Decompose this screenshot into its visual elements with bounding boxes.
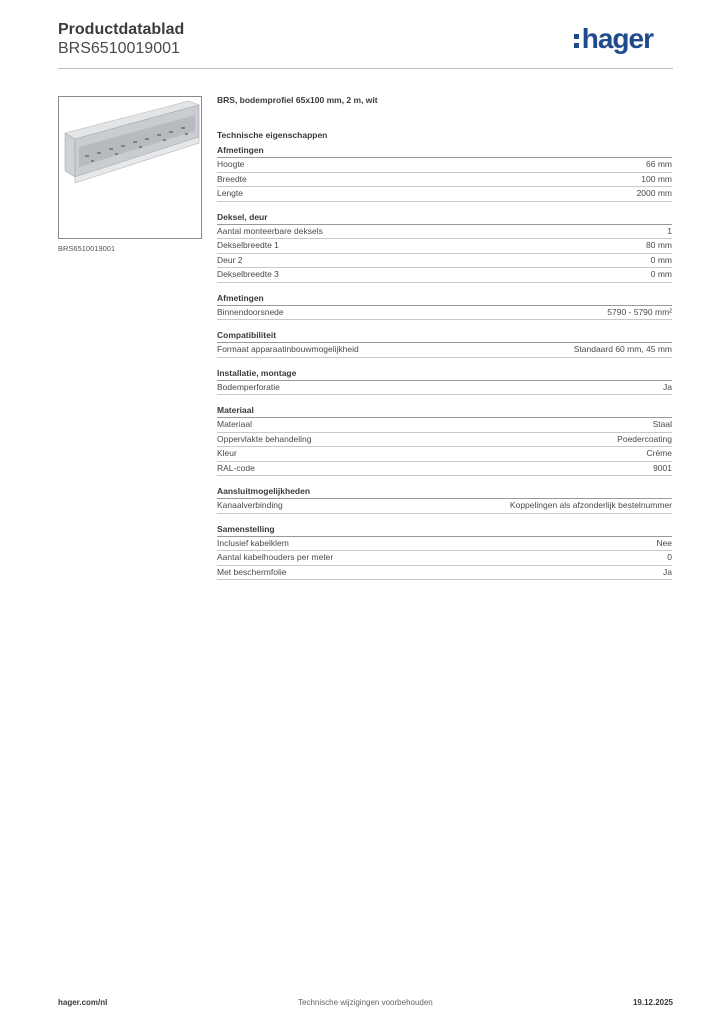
product-code: BRS6510019001 (58, 40, 180, 57)
spec-value: 66 mm (646, 159, 672, 169)
spec-label: Materiaal (217, 419, 252, 429)
spec-row (217, 306, 672, 321)
spec-label: Kanaalverbinding (217, 500, 283, 510)
section-title: Compatibiliteit (217, 329, 672, 343)
spec-label: Kleur (217, 448, 237, 458)
spec-section (217, 329, 672, 358)
spec-label: Oppervlakte behandeling (217, 433, 312, 444)
spec-label: Hoogte (217, 159, 245, 169)
spec-sections (217, 144, 672, 580)
hager-logo (574, 25, 653, 53)
spec-value: Crème (646, 448, 672, 458)
section-title: Afmetingen (217, 144, 672, 158)
page-header (58, 20, 673, 69)
spec-row (217, 566, 672, 581)
spec-row (217, 499, 672, 514)
spec-row (217, 537, 672, 552)
spec-value: 0 mm (650, 254, 672, 265)
spec-label: Lengte (217, 188, 243, 198)
spec-row (217, 158, 672, 173)
footer-website: hager.com/nl (58, 998, 108, 1007)
spec-row (217, 551, 672, 566)
footer-date: 19.12.2025 (632, 998, 673, 1007)
section-title: Deksel, deur (217, 211, 672, 225)
spec-label: Met beschermfolie (217, 566, 287, 577)
spec-section (217, 367, 672, 396)
spec-label: Aantal monteerbare deksels (217, 225, 323, 236)
section-title: Materiaal (217, 404, 672, 418)
cable-trunking-icon (59, 97, 201, 238)
spec-label: Deur 2 (217, 254, 243, 265)
spec-row (217, 254, 672, 269)
spec-value: Ja (663, 381, 672, 392)
footer-notice: Technische wijzigingen voorbehouden (298, 998, 433, 1007)
spec-label: Dekselbreedte 1 (217, 240, 279, 250)
spec-value: Poedercoating (617, 433, 672, 444)
spec-section (217, 485, 672, 514)
spec-label: Dekselbreedte 3 (217, 269, 279, 279)
spec-row (217, 343, 672, 358)
image-caption: BRS6510019001 (58, 244, 116, 253)
page-title: Productdatablad (58, 21, 185, 38)
spec-value: 100 mm (641, 173, 672, 184)
spec-row (217, 418, 672, 433)
spec-value: 2000 mm (636, 188, 672, 198)
spec-label: RAL-code (217, 462, 255, 473)
spec-value: Nee (656, 537, 672, 548)
spec-row (217, 268, 672, 283)
spec-label: Aantal kabelhouders per meter (217, 552, 334, 562)
spec-row (217, 239, 672, 254)
spec-label: Breedte (217, 173, 247, 184)
spec-section (217, 144, 672, 202)
spec-value: 0 (667, 552, 672, 562)
spec-section (217, 404, 672, 476)
spec-row (217, 433, 672, 448)
logo-text: hager (581, 23, 653, 54)
spec-value: 80 mm (646, 240, 672, 250)
spec-heading: Technische eigenschappen (217, 130, 328, 140)
spec-section (217, 523, 672, 581)
spec-label: Formaat apparaatinbouwmogelijkheid (217, 344, 359, 354)
spec-value: 1 (667, 225, 672, 236)
spec-value: Standaard 60 mm, 45 mm (573, 344, 672, 354)
spec-row (217, 462, 672, 477)
section-title: Installatie, montage (217, 367, 672, 381)
logo-dots-icon (574, 34, 579, 48)
spec-value: 9001 (653, 462, 672, 473)
spec-row (217, 225, 672, 240)
product-image (58, 96, 202, 239)
spec-content (217, 95, 672, 580)
spec-row (217, 381, 672, 396)
spec-value: 5790 - 5790 mm² (607, 306, 672, 317)
spec-label: Binnendoorsnede (217, 306, 284, 317)
product-description: BRS, bodemprofiel 65x100 mm, 2 m, wit (217, 95, 378, 105)
section-title: Samenstelling (217, 523, 672, 537)
spec-row (217, 187, 672, 202)
spec-row (217, 173, 672, 188)
section-title: Afmetingen (217, 292, 672, 306)
spec-value: Staal (652, 419, 672, 429)
spec-row (217, 447, 672, 462)
spec-value: 0 mm (650, 269, 672, 279)
spec-value: Ja (663, 566, 672, 577)
section-title: Aansluitmogelijkheden (217, 485, 672, 499)
spec-label: Inclusief kabelklem (217, 537, 289, 548)
spec-section (217, 292, 672, 321)
spec-section (217, 211, 672, 283)
spec-value: Koppelingen als afzonderlijk bestelnummer (509, 500, 672, 510)
spec-label: Bodemperforatie (217, 381, 280, 392)
